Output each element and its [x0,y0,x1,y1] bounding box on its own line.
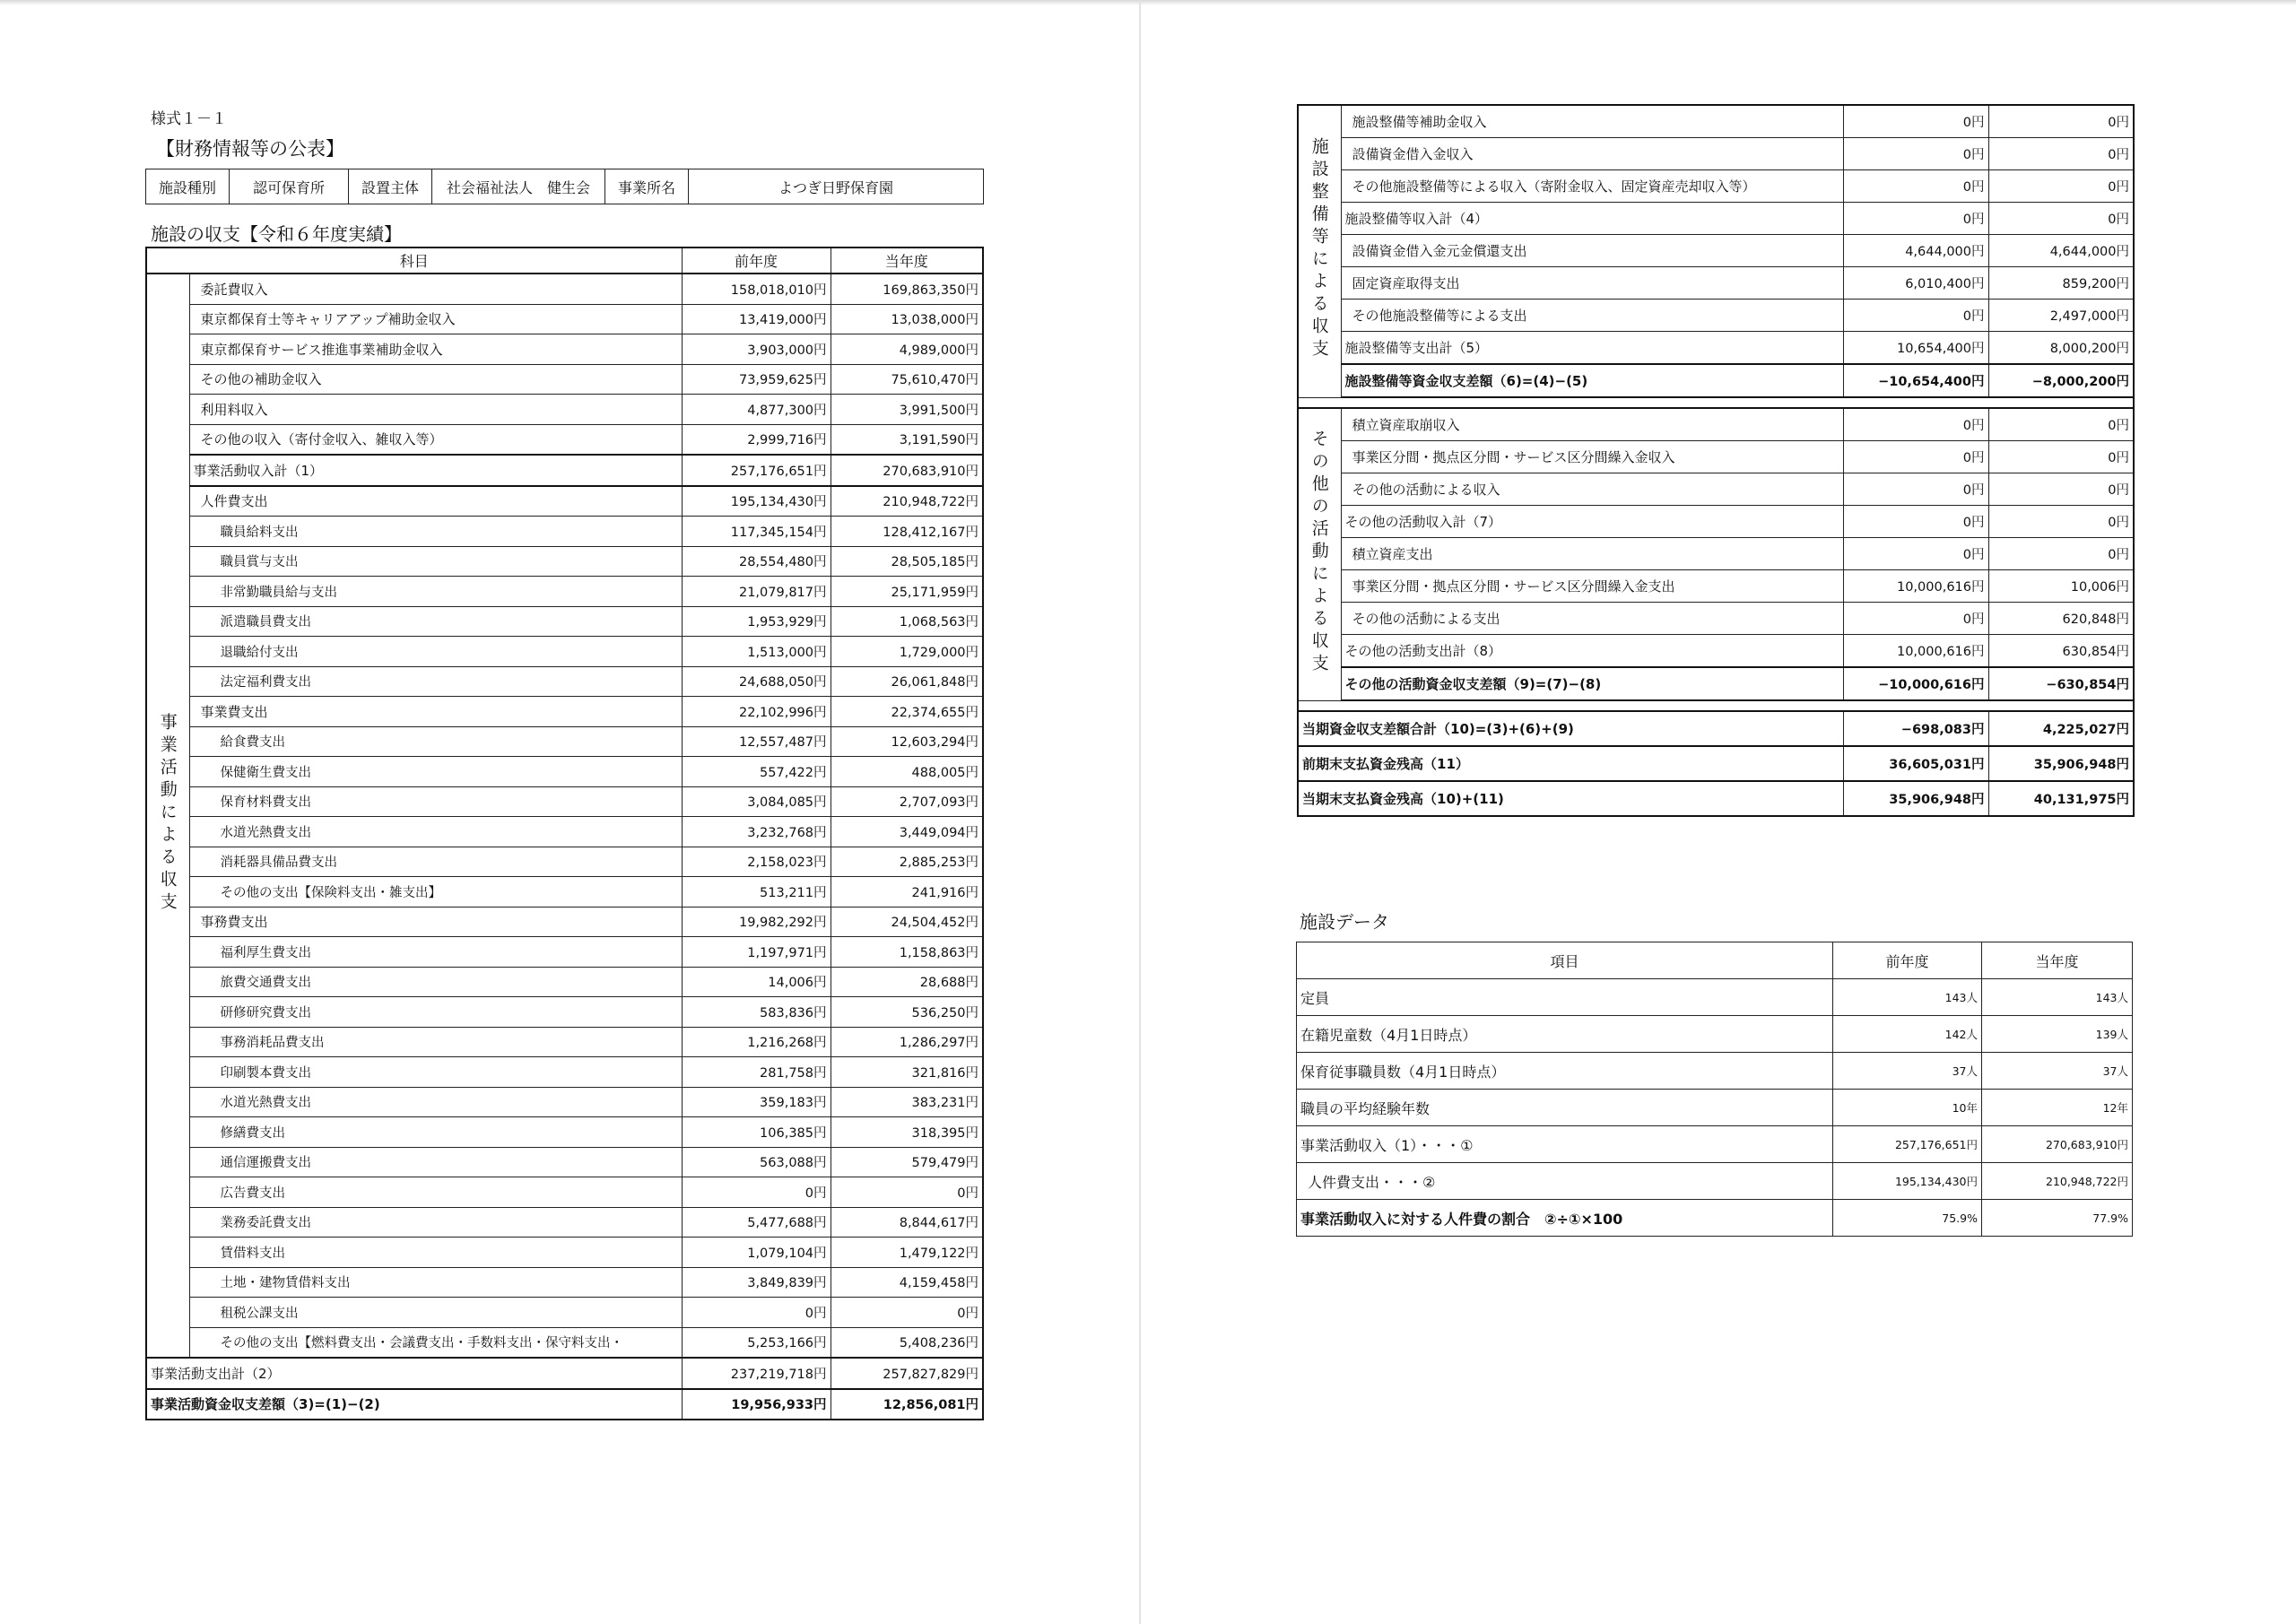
row-label: 研修研究費支出 [189,997,682,1028]
table-row [1298,138,2134,170]
row-value-curr: 0円 [1988,138,2134,170]
row-label: 保育従事職員数（4月1日時点） [1297,1053,1833,1090]
table-row [1297,1163,2133,1200]
row-label: 給食費支出 [189,726,682,757]
table-row [1298,538,2134,570]
row-value-prev: 28,554,480円 [682,546,831,577]
facility-column-item: 項目 [1297,942,1833,979]
row-value-curr: 488,005円 [831,757,983,787]
table-row [146,1298,983,1328]
table-row [146,364,983,395]
row-value-prev: 3,849,839円 [682,1267,831,1298]
row-value-curr: 620,848円 [1988,603,2134,635]
row-value-prev: 0円 [1843,473,1988,506]
section-label-text: 事業活動による収支 [157,713,178,915]
row-value-curr: 0円 [1988,408,2134,441]
row-value-curr: 1,068,563円 [831,606,983,637]
row-value-curr: 2,707,093円 [831,786,983,817]
row-value-prev: 257,176,651円 [682,455,831,486]
row-value-prev: 3,903,000円 [682,334,831,365]
row-value-curr: 2,885,253円 [831,847,983,877]
row-value-curr: 0円 [1988,473,2134,506]
row-value-prev: 75.9% [1833,1200,1982,1237]
row-value-prev: 0円 [1843,506,1988,538]
row-label: その他の補助金収入 [189,364,682,395]
row-value-prev: 106,385円 [682,1117,831,1148]
row-value-curr: 210,948,722円 [1982,1163,2133,1200]
row-value-curr: 139人 [1982,1016,2133,1053]
row-label: 前期末支払資金残高（11） [1298,746,1843,781]
row-value-prev: 557,422円 [682,757,831,787]
row-value-prev: 35,906,948円 [1843,781,1988,816]
row-label: 通信運搬費支出 [189,1147,682,1177]
row-value-curr: 270,683,910円 [831,455,983,486]
row-value-curr: 4,225,027円 [1988,711,2134,746]
row-value-curr: 0円 [1988,105,2134,138]
row-value-curr: 0円 [831,1177,983,1208]
row-value-prev: 24,688,050円 [682,666,831,697]
table-row [1297,1090,2133,1126]
row-label: 水道光熱費支出 [189,817,682,847]
row-label: 事業費支出 [189,697,682,727]
row-label: 施設整備等支出計（5） [1341,332,1843,365]
row-label: 事務消耗品費支出 [189,1027,682,1057]
row-value-prev: 237,219,718円 [682,1358,831,1389]
row-value-curr: 1,729,000円 [831,637,983,667]
row-value-curr: 8,000,200円 [1988,332,2134,365]
section-label-text: 施設整備等による収支 [1309,137,1329,362]
table-row [1297,1200,2133,1237]
table-row [146,786,983,817]
row-value-prev: 1,513,000円 [682,637,831,667]
table-row [146,726,983,757]
operator: 社会福祉法人 健生会 [432,169,605,204]
row-value-curr: 1,286,297円 [831,1027,983,1057]
row-value-prev: 1,953,929円 [682,606,831,637]
table-row [146,666,983,697]
row-label: 土地・建物賃借料支出 [189,1267,682,1298]
table-row [146,1358,983,1389]
row-value-curr: 26,061,848円 [831,666,983,697]
row-value-prev: 0円 [1843,441,1988,473]
row-value-curr: 25,171,959円 [831,577,983,607]
row-label: 福利厚生費支出 [189,937,682,968]
row-value-curr: 630,854円 [1988,635,2134,668]
row-value-prev: 142人 [1833,1016,1982,1053]
row-value-curr: 1,158,863円 [831,937,983,968]
column-header-prev: 前年度 [682,248,831,274]
table-row [1298,267,2134,300]
facility-data-table [1296,942,2133,1237]
table-row [146,997,983,1028]
row-value-prev: 1,079,104円 [682,1238,831,1268]
row-value-curr: 12,856,081円 [831,1389,983,1420]
table-row [1298,570,2134,603]
row-value-curr: 383,231円 [831,1087,983,1117]
row-value-prev: 0円 [682,1177,831,1208]
table-row [146,274,983,304]
table-row [1298,105,2134,138]
row-value-curr: 4,989,000円 [831,334,983,365]
row-value-prev: 3,084,085円 [682,786,831,817]
row-value-curr: 75,610,470円 [831,364,983,395]
column-header-item: 科目 [146,248,682,274]
row-label: 非常勤職員給与支出 [189,577,682,607]
table-row [1297,1053,2133,1090]
table-row [1298,364,2134,397]
row-label: その他施設整備等による収入（寄附金収入、固定資産売却収入等） [1341,170,1843,203]
facility-type-label: 施設種別 [146,169,230,204]
row-value-prev: 195,134,430円 [1833,1163,1982,1200]
row-value-curr: 12,603,294円 [831,726,983,757]
row-label: その他の収入（寄付金収入、雑収入等） [189,424,682,455]
row-value-curr: 143人 [1982,979,2133,1016]
section-separator [1298,397,2134,408]
row-label: 法定福利費支出 [189,666,682,697]
row-label: 東京都保育サービス推進事業補助金収入 [189,334,682,365]
row-value-prev: 4,877,300円 [682,395,831,425]
table-row [1298,203,2134,235]
row-value-curr: 241,916円 [831,877,983,908]
section-label [146,274,189,1358]
row-label: 保育材料費支出 [189,786,682,817]
row-value-curr: 5,408,236円 [831,1327,983,1358]
row-label: 当期資金収支差額合計（10)=(3)+(6)+(9) [1298,711,1843,746]
table-row [146,486,983,517]
row-value-prev: 117,345,154円 [682,517,831,547]
table-row [1298,506,2134,538]
row-value-curr: 0円 [1988,441,2134,473]
row-value-prev: 281,758円 [682,1057,831,1088]
row-label: 広告費支出 [189,1177,682,1208]
table-row [1297,1126,2133,1163]
row-value-curr: 1,479,122円 [831,1238,983,1268]
table-row [1298,408,2134,441]
operator-label: 設置主体 [349,169,432,204]
office-label: 事業所名 [605,169,689,204]
table-row [146,1327,983,1358]
row-label: 事業区分間・拠点区分間・サービス区分間繰入金収入 [1341,441,1843,473]
table-row [1298,603,2134,635]
row-value-curr: 28,688円 [831,967,983,997]
row-label: 事業活動収入（1）・・・① [1297,1126,1833,1163]
column-header-curr: 当年度 [831,248,983,274]
row-value-curr: 12年 [1982,1090,2133,1126]
row-label: 旅費交通費支出 [189,967,682,997]
scan-edge [0,0,2296,5]
row-value-curr: 4,644,000円 [1988,235,2134,267]
row-value-prev: 14,006円 [682,967,831,997]
row-label: 施設整備等資金収支差額（6)=(4)−(5) [1341,364,1843,397]
row-value-prev: 257,176,651円 [1833,1126,1982,1163]
row-value-prev: −10,654,400円 [1843,364,1988,397]
row-label: 事業活動収入に対する人件費の割合 ②÷①×100 [1297,1200,1833,1237]
facility-info-table [145,169,984,204]
row-value-prev: 12,557,487円 [682,726,831,757]
table-row [146,1238,983,1268]
row-label: 施設整備等補助金収入 [1341,105,1843,138]
row-value-prev: −10,000,616円 [1843,667,1988,700]
row-value-prev: 36,605,031円 [1843,746,1988,781]
row-value-curr: 257,827,829円 [831,1358,983,1389]
table-row [146,967,983,997]
row-value-prev: 3,232,768円 [682,817,831,847]
row-label: その他の活動資金収支差額（9)=(7)−(8) [1341,667,1843,700]
row-value-prev: 2,999,716円 [682,424,831,455]
facility-type: 認可保育所 [230,169,349,204]
row-label: 人件費支出 [189,486,682,517]
table-row [1298,235,2134,267]
row-value-prev: 21,079,817円 [682,577,831,607]
row-value-prev: 19,956,933円 [682,1389,831,1420]
row-label: 賃借料支出 [189,1238,682,1268]
table-row [1298,781,2134,816]
row-label: 印刷製本費支出 [189,1057,682,1088]
page-divider [1139,0,1141,1624]
row-value-prev: 359,183円 [682,1087,831,1117]
table-row [1298,300,2134,332]
table-row [146,1267,983,1298]
row-value-curr: 0円 [1988,203,2134,235]
row-label: 事業活動支出計（2） [146,1358,682,1389]
row-value-prev: 195,134,430円 [682,486,831,517]
table-row [1298,332,2134,365]
section-separator [1298,700,2134,711]
row-value-prev: 158,018,010円 [682,274,831,304]
row-label: 事業活動資金収支差額（3)=(1)−(2) [146,1389,682,1420]
table-row [1298,711,2134,746]
form-code: 様式１－１ [151,110,227,128]
table-row [146,907,983,937]
table-row [146,937,983,968]
row-value-curr: 318,395円 [831,1117,983,1148]
row-label: その他の支出【保険料支出・雑支出】 [189,877,682,908]
facility-column-prev: 前年度 [1833,942,1982,979]
row-value-curr: 210,948,722円 [831,486,983,517]
row-value-prev: −698,083円 [1843,711,1988,746]
row-label: 人件費支出・・・② [1297,1163,1833,1200]
row-value-prev: 563,088円 [682,1147,831,1177]
row-label: 水道光熱費支出 [189,1087,682,1117]
table-row [146,517,983,547]
row-value-curr: 4,159,458円 [831,1267,983,1298]
table-row [146,455,983,486]
row-value-curr: −630,854円 [1988,667,2134,700]
row-label: 消耗器具備品費支出 [189,847,682,877]
table-row [1297,979,2133,1016]
table-row [146,1147,983,1177]
table-row [146,1027,983,1057]
table-row [1298,635,2134,668]
row-value-prev: 0円 [1843,300,1988,332]
table-row [146,424,983,455]
row-label: その他の支出【燃料費支出・会議費支出・手数料支出・保守料支出・ [189,1327,682,1358]
row-label: 利用料収入 [189,395,682,425]
row-label: 修繕費支出 [189,1117,682,1148]
row-label: 委託費収入 [189,274,682,304]
row-label: 固定資産取得支出 [1341,267,1843,300]
row-label: 設備資金借入金収入 [1341,138,1843,170]
row-value-prev: 4,644,000円 [1843,235,1988,267]
table-row [146,304,983,334]
row-value-prev: 37人 [1833,1053,1982,1090]
row-label: 積立資産取崩収入 [1341,408,1843,441]
table-row [146,637,983,667]
table-row [146,757,983,787]
section-label [1298,105,1341,397]
row-label: 当期末支払資金残高（10)+(11) [1298,781,1843,816]
row-value-curr: 536,250円 [831,997,983,1028]
row-value-prev: 143人 [1833,979,1982,1016]
table-row [146,577,983,607]
row-value-curr: 0円 [1988,538,2134,570]
table-row [146,395,983,425]
row-label: 施設整備等収入計（4） [1341,203,1843,235]
table-row [146,877,983,908]
facility-column-curr: 当年度 [1982,942,2133,979]
table-row [146,817,983,847]
row-value-curr: 169,863,350円 [831,274,983,304]
row-value-prev: 0円 [1843,170,1988,203]
table-row [146,1117,983,1148]
row-value-prev: 19,982,292円 [682,907,831,937]
section-label-text: その他の活動による収支 [1309,429,1329,676]
row-value-prev: 1,197,971円 [682,937,831,968]
row-value-prev: 10,000,616円 [1843,635,1988,668]
business-activity-table [145,247,984,1420]
row-label: 派遣職員費支出 [189,606,682,637]
row-label: 職員の平均経験年数 [1297,1090,1833,1126]
row-value-curr: 28,505,185円 [831,546,983,577]
facility-other-table [1297,104,2135,817]
row-value-curr: 22,374,655円 [831,697,983,727]
row-label: その他の活動による収入 [1341,473,1843,506]
row-label: その他施設整備等による支出 [1341,300,1843,332]
row-label: 保健衛生費支出 [189,757,682,787]
row-value-curr: 10,006円 [1988,570,2134,603]
table-row [146,1057,983,1088]
row-value-curr: 270,683,910円 [1982,1126,2133,1163]
row-value-prev: 0円 [1843,105,1988,138]
row-label: 退職給付支出 [189,637,682,667]
row-value-prev: 22,102,996円 [682,697,831,727]
row-value-prev: 10年 [1833,1090,1982,1126]
income-section-title: 施設の収支【令和６年度実績】 [151,223,402,245]
row-value-prev: 5,253,166円 [682,1327,831,1358]
row-value-curr: 3,991,500円 [831,395,983,425]
table-row [1298,746,2134,781]
row-value-prev: 5,477,688円 [682,1207,831,1238]
table-row [1298,441,2134,473]
row-value-prev: 0円 [1843,138,1988,170]
row-value-curr: 0円 [1988,506,2134,538]
row-label: 設備資金借入金元金償還支出 [1341,235,1843,267]
row-label: 在籍児童数（4月1日時点） [1297,1016,1833,1053]
row-value-curr: 37人 [1982,1053,2133,1090]
table-row [1298,667,2134,700]
table-row [1298,170,2134,203]
row-value-prev: 583,836円 [682,997,831,1028]
table-row [146,847,983,877]
row-value-curr: 40,131,975円 [1988,781,2134,816]
row-value-prev: 6,010,400円 [1843,267,1988,300]
table-row [1297,1016,2133,1053]
facility-data-title: 施設データ [1300,911,1389,933]
row-value-prev: 2,158,023円 [682,847,831,877]
row-label: 事務費支出 [189,907,682,937]
row-label: 定員 [1297,979,1833,1016]
row-value-prev: 10,000,616円 [1843,570,1988,603]
row-value-curr: 24,504,452円 [831,907,983,937]
table-row [146,697,983,727]
row-label: 事業活動収入計（1） [189,455,682,486]
office-name: よつぎ日野保育園 [689,169,984,204]
row-value-prev: 0円 [1843,603,1988,635]
row-value-prev: 10,654,400円 [1843,332,1988,365]
table-row [146,1207,983,1238]
table-row [146,606,983,637]
row-value-curr: 321,816円 [831,1057,983,1088]
table-row [146,334,983,365]
row-value-curr: 77.9% [1982,1200,2133,1237]
row-label: 業務委託費支出 [189,1207,682,1238]
row-value-curr: 2,497,000円 [1988,300,2134,332]
row-label: その他の活動支出計（8） [1341,635,1843,668]
table-row [1298,473,2134,506]
row-value-curr: 13,038,000円 [831,304,983,334]
row-label: 職員給料支出 [189,517,682,547]
row-value-prev: 73,959,625円 [682,364,831,395]
row-value-curr: −8,000,200円 [1988,364,2134,397]
row-value-prev: 0円 [1843,408,1988,441]
row-label: その他の活動収入計（7） [1341,506,1843,538]
row-label: 租税公課支出 [189,1298,682,1328]
row-value-curr: 3,449,094円 [831,817,983,847]
document-title: 【財務情報等の公表】 [156,138,344,160]
row-value-prev: 513,211円 [682,877,831,908]
row-value-curr: 0円 [1988,170,2134,203]
table-row [146,1389,983,1420]
row-label: 職員賞与支出 [189,546,682,577]
row-value-prev: 0円 [1843,203,1988,235]
table-row [146,1177,983,1208]
row-label: 事業区分間・拠点区分間・サービス区分間繰入金支出 [1341,570,1843,603]
row-value-prev: 13,419,000円 [682,304,831,334]
row-value-prev: 1,216,268円 [682,1027,831,1057]
row-value-curr: 859,200円 [1988,267,2134,300]
row-label: 東京都保育士等キャリアアップ補助金収入 [189,304,682,334]
row-value-curr: 8,844,617円 [831,1207,983,1238]
row-value-curr: 35,906,948円 [1988,746,2134,781]
section-label [1298,408,1341,700]
row-value-curr: 579,479円 [831,1147,983,1177]
row-label: その他の活動による支出 [1341,603,1843,635]
row-value-curr: 3,191,590円 [831,424,983,455]
table-row [146,546,983,577]
row-value-curr: 128,412,167円 [831,517,983,547]
row-label: 積立資産支出 [1341,538,1843,570]
row-value-prev: 0円 [682,1298,831,1328]
row-value-curr: 0円 [831,1298,983,1328]
table-row [146,1087,983,1117]
row-value-prev: 0円 [1843,538,1988,570]
